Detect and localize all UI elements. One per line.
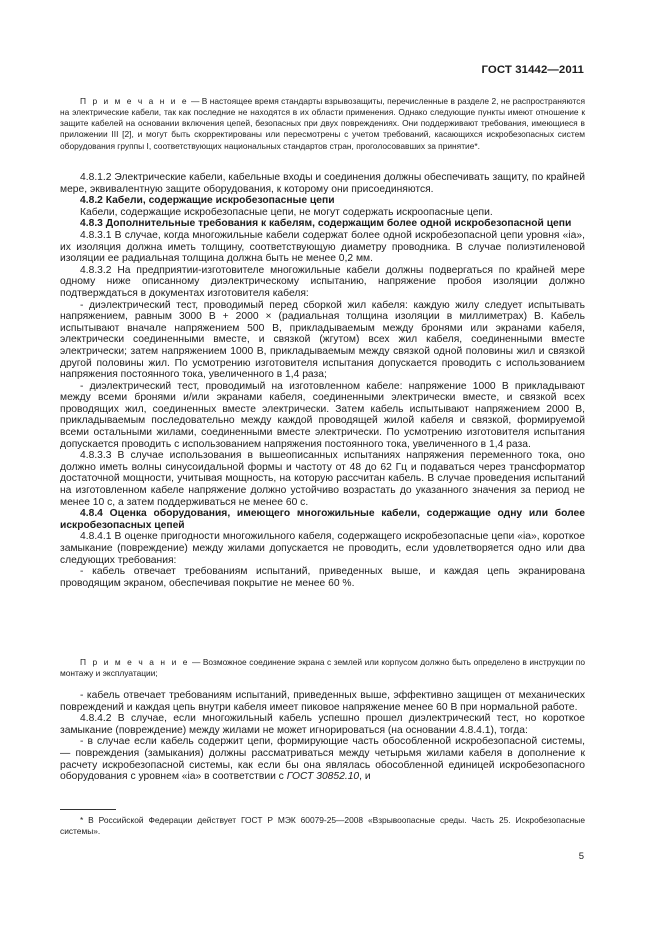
- note-paragraph-2: [60, 657, 585, 679]
- paragraph-4-8-4-1: 4.8.4.1 В оценке пригодности многожильного кабеля, содержащего искробезопасные цепи «ia», короткое замыкание (повреждение) между жилами допускается не проводить, если удовлетворяется одно или два следующих требования:: [60, 531, 585, 566]
- paragraph-4-8-3-1: 4.8.3.1 В случае, когда многожильные кабели содержат более одной искробезопасной цепи уровня «ia», их изоляция должна иметь толщину, соответствующую диаметру проводника. В случае полиэтиленовой изоляции ее радиальная толщина должна быть не менее 0,2 мм.: [60, 229, 585, 265]
- paragraph-4-8-1-2: 4.8.1.2 Электрические кабели, кабельные входы и соединения должны обеспечивать защиту, по крайней мере, эквивалентную защите оборудования, к которому они присоединяются.: [60, 172, 585, 195]
- document-header: ГОСТ 31442—2011: [481, 64, 584, 76]
- heading-4-8-4: 4.8.4 Оценка оборудования, имеющего многожильные кабели, содержащие одну или более искробезопасных цепей: [60, 508, 585, 531]
- note-label: П р и м е ч а н и е: [80, 96, 189, 106]
- note-label-2: П р и м е ч а н и е: [80, 657, 190, 667]
- list-item-test-finished-cable: - диэлектрический тест, проводимый на изготовленном кабеле: напряжение 1000 В прикладывают между всеми бронями и/или экранами кабеля, соединенными электрически вместе, и связкой всех проводящих жил, соединенных вместе электрически. Затем кабель испытывают напряжением 2000 В, прикладываемым последовательно между каждой проводящей жилой кабеля и связкой, формируемой всеми остальными жилами, соединенными вместе электрически. По усмотрению изготовителя испытания допускается проводить с использованием напряжения постоянного тока, увеличенного в 1,4 раза.: [60, 380, 585, 450]
- standard-reference: ГОСТ 30852.10: [286, 771, 360, 783]
- heading-4-8-3: 4.8.3 Дополнительные требования к кабелям, содержащим более одной искробезопасной цепи: [80, 218, 572, 230]
- paragraph-4-8-3-3: 4.8.3.3 В случае использования в вышеописанных испытаниях напряжения переменного тока, оно должно иметь волны синусоидальной формы и частоту от 48 до 62 Гц и подаваться через трансформатор достаточной мощности, учитывая мощность, на которую рассчитан кабель. В случае проведения испытаний на изготовленном кабеле напряжение должно устойчиво возрастать до указанного значения за период не менее 10 с, а затем поддерживаться не менее 60 с.: [60, 450, 585, 508]
- main-text-2: [60, 690, 585, 783]
- list-item-shielded-cable: - кабель отвечает требованиям испытаний, приведенных выше, и каждая цепь экранирована проводящим экраном, обеспечивая покрытие не менее 60 %.: [60, 566, 585, 589]
- paragraph-4-8-3-2: 4.8.3.2 На предприятии-изготовителе многожильные кабели должны подвергаться по крайней мере одному ниже описанному диэлектрическому испытанию, напряжение пробоя изоляции должно подтверждаться в документах изготовителя кабеля:: [60, 264, 585, 299]
- paragraph-4-8-4-2: 4.8.4.2 В случае, если многожильный кабель успешно прошел диэлектрический тест, но короткое замыкание (повреждение) между жилами не может игнорироваться (на основании 4.8.4.1), тогда:: [60, 713, 585, 736]
- list-item-protected-cable: - кабель отвечает требованиям испытаний, приведенных выше, эффективно защищен от механических повреждений и каждая цепь внутри кабеля имеет пиковое напряжение менее 60 В при нормальной работе.: [60, 690, 585, 713]
- list-item-test-before-assembly: - диэлектрический тест, проводимый перед сборкой жил кабеля: каждую жилу следует испытывать напряжением, равным 3000 В + 2000 × (радиальная толщина изоляции в миллиметрах) В. Кабель испытывают вначале напряжением 500 В, прикладываемым между бронями или экранами кабеля, электрически соединенными вместе, и связкой (жгутом) всех жил кабеля, соединенными вместе электрически; затем напряжением 1000 В, прикладываемым между связкой одной половины жил и связкой другой половины жил. По усмотрению изготовителя испытания допускается проводить с использованием напряжения постоянного тока, увеличенного в 1,4 раза;: [60, 299, 585, 381]
- page-number: 5: [578, 851, 584, 862]
- heading-4-8-2: 4.8.2 Кабели, содержащие искробезопасные цепи: [80, 195, 335, 207]
- list-item-end: , и: [359, 771, 371, 783]
- list-item-isolated-system: [60, 736, 585, 782]
- note-block-2: [60, 657, 585, 679]
- main-text: [60, 172, 585, 589]
- note-paragraph: [60, 96, 585, 152]
- note-text-2: — Возможное соединение экрана с землей или корпусом должно быть определено в инструкции по монтажу и эксплуатации;: [60, 657, 585, 679]
- note-text: — В настоящее время стандарты взрывозащиты, перечисленные в разделе 2, не распространяются на электрические кабели, так как последние не находятся в их области применения. Однако следующие пункты имеют отношение к защите кабелей на основании включения цепей, безопасных при двух повреждениях. Они поддерживают требования, имеющиеся в приложении III [2], и могут быть скорректированы или пересмотрены с учетом требований, касающихся искробезопасных систем оборудования группы I, соответствующих национальных стандартов стран, проголосовавших за принятие*.: [60, 96, 585, 151]
- note-block: [60, 96, 585, 152]
- footnote-separator: [60, 809, 116, 810]
- list-item-text: - в случае если кабель содержит цепи, формирующие часть обособленной искробезопасной системы, — повреждения (замыкания) должны рассматриваться между четырьмя жилами кабеля в дополнение к расчету искробезопасной системы, как если бы она являлась обособленной единицей искробезопасного оборудования с уровнем «ia» в соответствии с: [60, 736, 585, 783]
- paragraph-4-8-2: Кабели, содержащие искробезопасные цепи, не могут содержать искроопасные цепи.: [80, 206, 493, 218]
- footnote-text: * В Российской Федерации действует ГОСТ Р МЭК 60079-25—2008 «Взрывоопасные среды. Часть 25. Искробезопасные системы».: [60, 815, 585, 837]
- footnote: [60, 815, 585, 837]
